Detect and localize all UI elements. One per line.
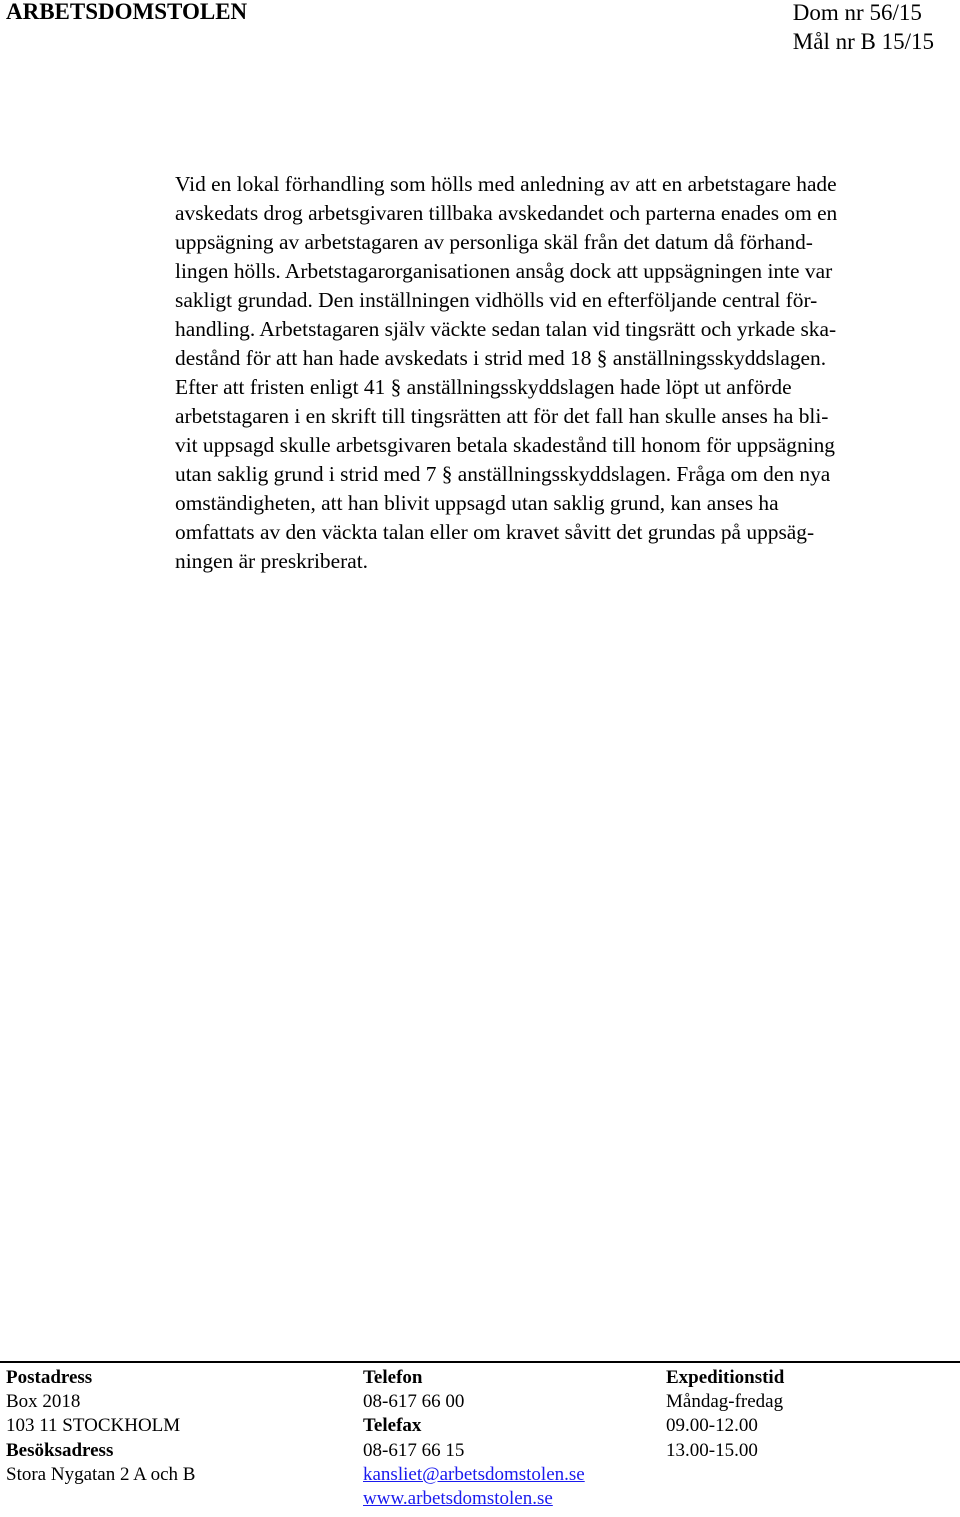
summary-line: uppsägning av arbetstagaren av personliga skäl från det datum då förhand- bbox=[175, 230, 813, 254]
summary-line: utan saklig grund i strid med 7 § anställningsskyddslagen. Fråga om den nya bbox=[175, 462, 831, 486]
summary-line: omständigheten, att han blivit uppsagd utan saklig grund, kan anses ha bbox=[175, 491, 779, 515]
email-link[interactable]: kansliet@arbetsdomstolen.se bbox=[363, 1463, 585, 1485]
summary-line: ningen är preskriberat. bbox=[175, 549, 369, 573]
court-name: ARBETSDOMSTOLEN bbox=[6, 0, 248, 24]
footer-hours-column bbox=[666, 1366, 784, 1463]
summary-line: lingen hölls. Arbetstagarorganisationen ansåg dock att uppsägningen inte var bbox=[175, 259, 833, 283]
office-days: Måndag-fredag bbox=[666, 1391, 784, 1413]
summary-line: Efter att fristen enligt 41 § anställningsskyddslagen hade löpt ut anförde bbox=[175, 375, 792, 399]
summary-line: handling. Arbetstagaren själv väckte sedan talan vid tingsrätt och yrkade ska- bbox=[175, 317, 837, 341]
summary-line: sakligt grundad. Den inställningen vidhölls vid en efterföljande central för- bbox=[175, 288, 818, 312]
judgment-number: Dom nr 56/15 bbox=[792, 0, 922, 25]
visiting-address-heading: Besöksadress bbox=[6, 1439, 114, 1461]
visiting-address: Stora Nygatan 2 A och B bbox=[6, 1463, 196, 1485]
office-hours-morning: 09.00-12.00 bbox=[666, 1415, 758, 1437]
case-summary bbox=[175, 170, 955, 576]
website-link[interactable]: www.arbetsdomstolen.se bbox=[363, 1488, 553, 1510]
footer-contact-column bbox=[363, 1366, 585, 1511]
summary-line: avskedats drog arbetsgivaren tillbaka avskedandet och parterna enades om en bbox=[175, 201, 838, 225]
phone-heading: Telefon bbox=[363, 1367, 423, 1388]
footer-divider bbox=[0, 1361, 960, 1363]
case-reference bbox=[793, 0, 934, 56]
office-hours-afternoon: 13.00-15.00 bbox=[666, 1439, 758, 1461]
summary-line: destånd för att han hade avskedats i strid med 18 § anställningsskyddslagen. bbox=[175, 346, 827, 370]
summary-line: vit uppsagd skulle arbetsgivaren betala skadestånd till honom för uppsägning bbox=[175, 433, 835, 457]
fax-number: 08-617 66 15 bbox=[363, 1439, 465, 1461]
postal-city: 103 11 STOCKHOLM bbox=[6, 1415, 181, 1437]
postal-box: Box 2018 bbox=[6, 1391, 81, 1413]
footer-address-column bbox=[6, 1366, 195, 1487]
phone-number: 08-617 66 00 bbox=[363, 1391, 465, 1413]
office-hours-heading: Expeditionstid bbox=[666, 1367, 785, 1388]
summary-line: omfattats av den väckta talan eller om kravet såvitt det grundas på uppsäg- bbox=[175, 520, 815, 544]
summary-line: Vid en lokal förhandling som hölls med anledning av att en arbetstagare hade bbox=[175, 172, 837, 196]
case-number: Mål nr B 15/15 bbox=[792, 29, 934, 54]
fax-heading: Telefax bbox=[363, 1415, 422, 1437]
summary-line: arbetstagaren i en skrift till tingsrätten att för det fall han skulle anses ha bli- bbox=[175, 404, 829, 428]
postal-address-heading: Postadress bbox=[6, 1367, 93, 1388]
